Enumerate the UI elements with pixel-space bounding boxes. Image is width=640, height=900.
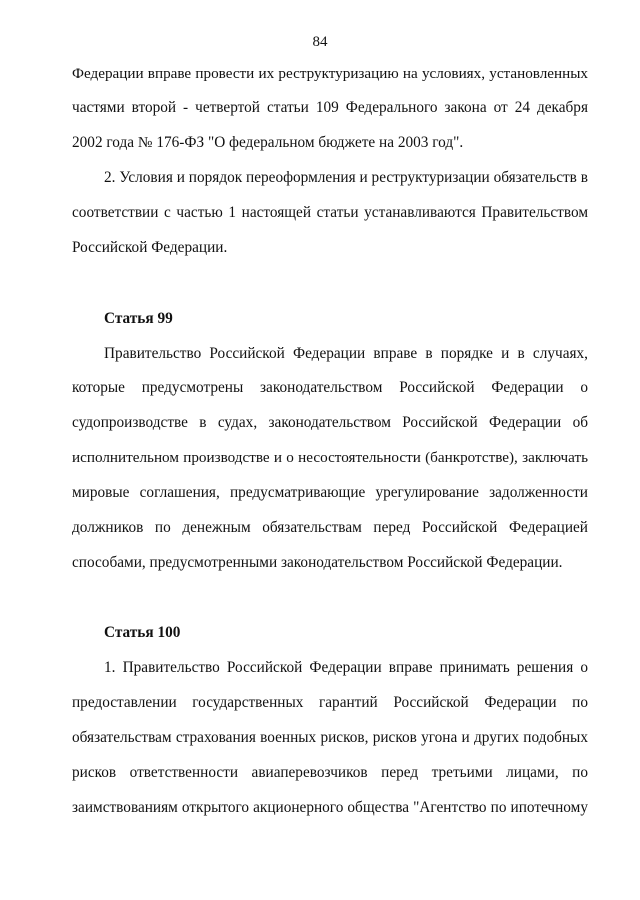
- text-line: которые предусмотрены законодательством Российской Федерации о: [72, 379, 588, 396]
- text-line: Российской Федерации.: [72, 239, 228, 256]
- text-line: Правительство Российской Федерации вправе в порядке и в случаях,: [104, 345, 588, 362]
- text-line: 2. Условия и порядок переоформления и реструктуризации обязательств в: [104, 169, 588, 186]
- text-line: соответствии с частью 1 настоящей статьи устанавливаются Правительством: [72, 204, 588, 221]
- text-line: Федерации вправе провести их реструктуризацию на условиях, установленных: [72, 65, 588, 82]
- article-heading: Статья 100: [104, 624, 181, 641]
- text-line: должников по денежным обязательствам перед Российской Федерацией: [72, 519, 588, 536]
- text-line: 2002 года № 176-ФЗ "О федеральном бюджете на 2003 год".: [72, 134, 464, 151]
- text-line: исполнительном производстве и о несостоятельности (банкротстве), заключать: [72, 449, 588, 466]
- text-line: судопроизводстве в судах, законодательством Российской Федерации об: [72, 414, 588, 431]
- text-line: 1. Правительство Российской Федерации вправе принимать решения о: [104, 659, 588, 676]
- text-line: рисков ответственности авиаперевозчиков перед третьими лицами, по: [72, 764, 588, 781]
- text-line: предоставлении государственных гарантий Российской Федерации по: [72, 694, 588, 711]
- text-line: мировые соглашения, предусматривающие урегулирование задолженности: [72, 484, 588, 501]
- text-line: обязательствам страхования военных рисков, рисков угона и других подобных: [72, 729, 588, 746]
- text-line: частями второй - четвертой статьи 109 Федерального закона от 24 декабря: [72, 99, 588, 116]
- page-number: 84: [312, 34, 328, 50]
- article-heading: Статья 99: [104, 310, 173, 327]
- text-line: заимствованиям открытого акционерного общества "Агентство по ипотечному: [72, 799, 588, 816]
- text-line: способами, предусмотренными законодательством Российской Федерации.: [72, 554, 563, 571]
